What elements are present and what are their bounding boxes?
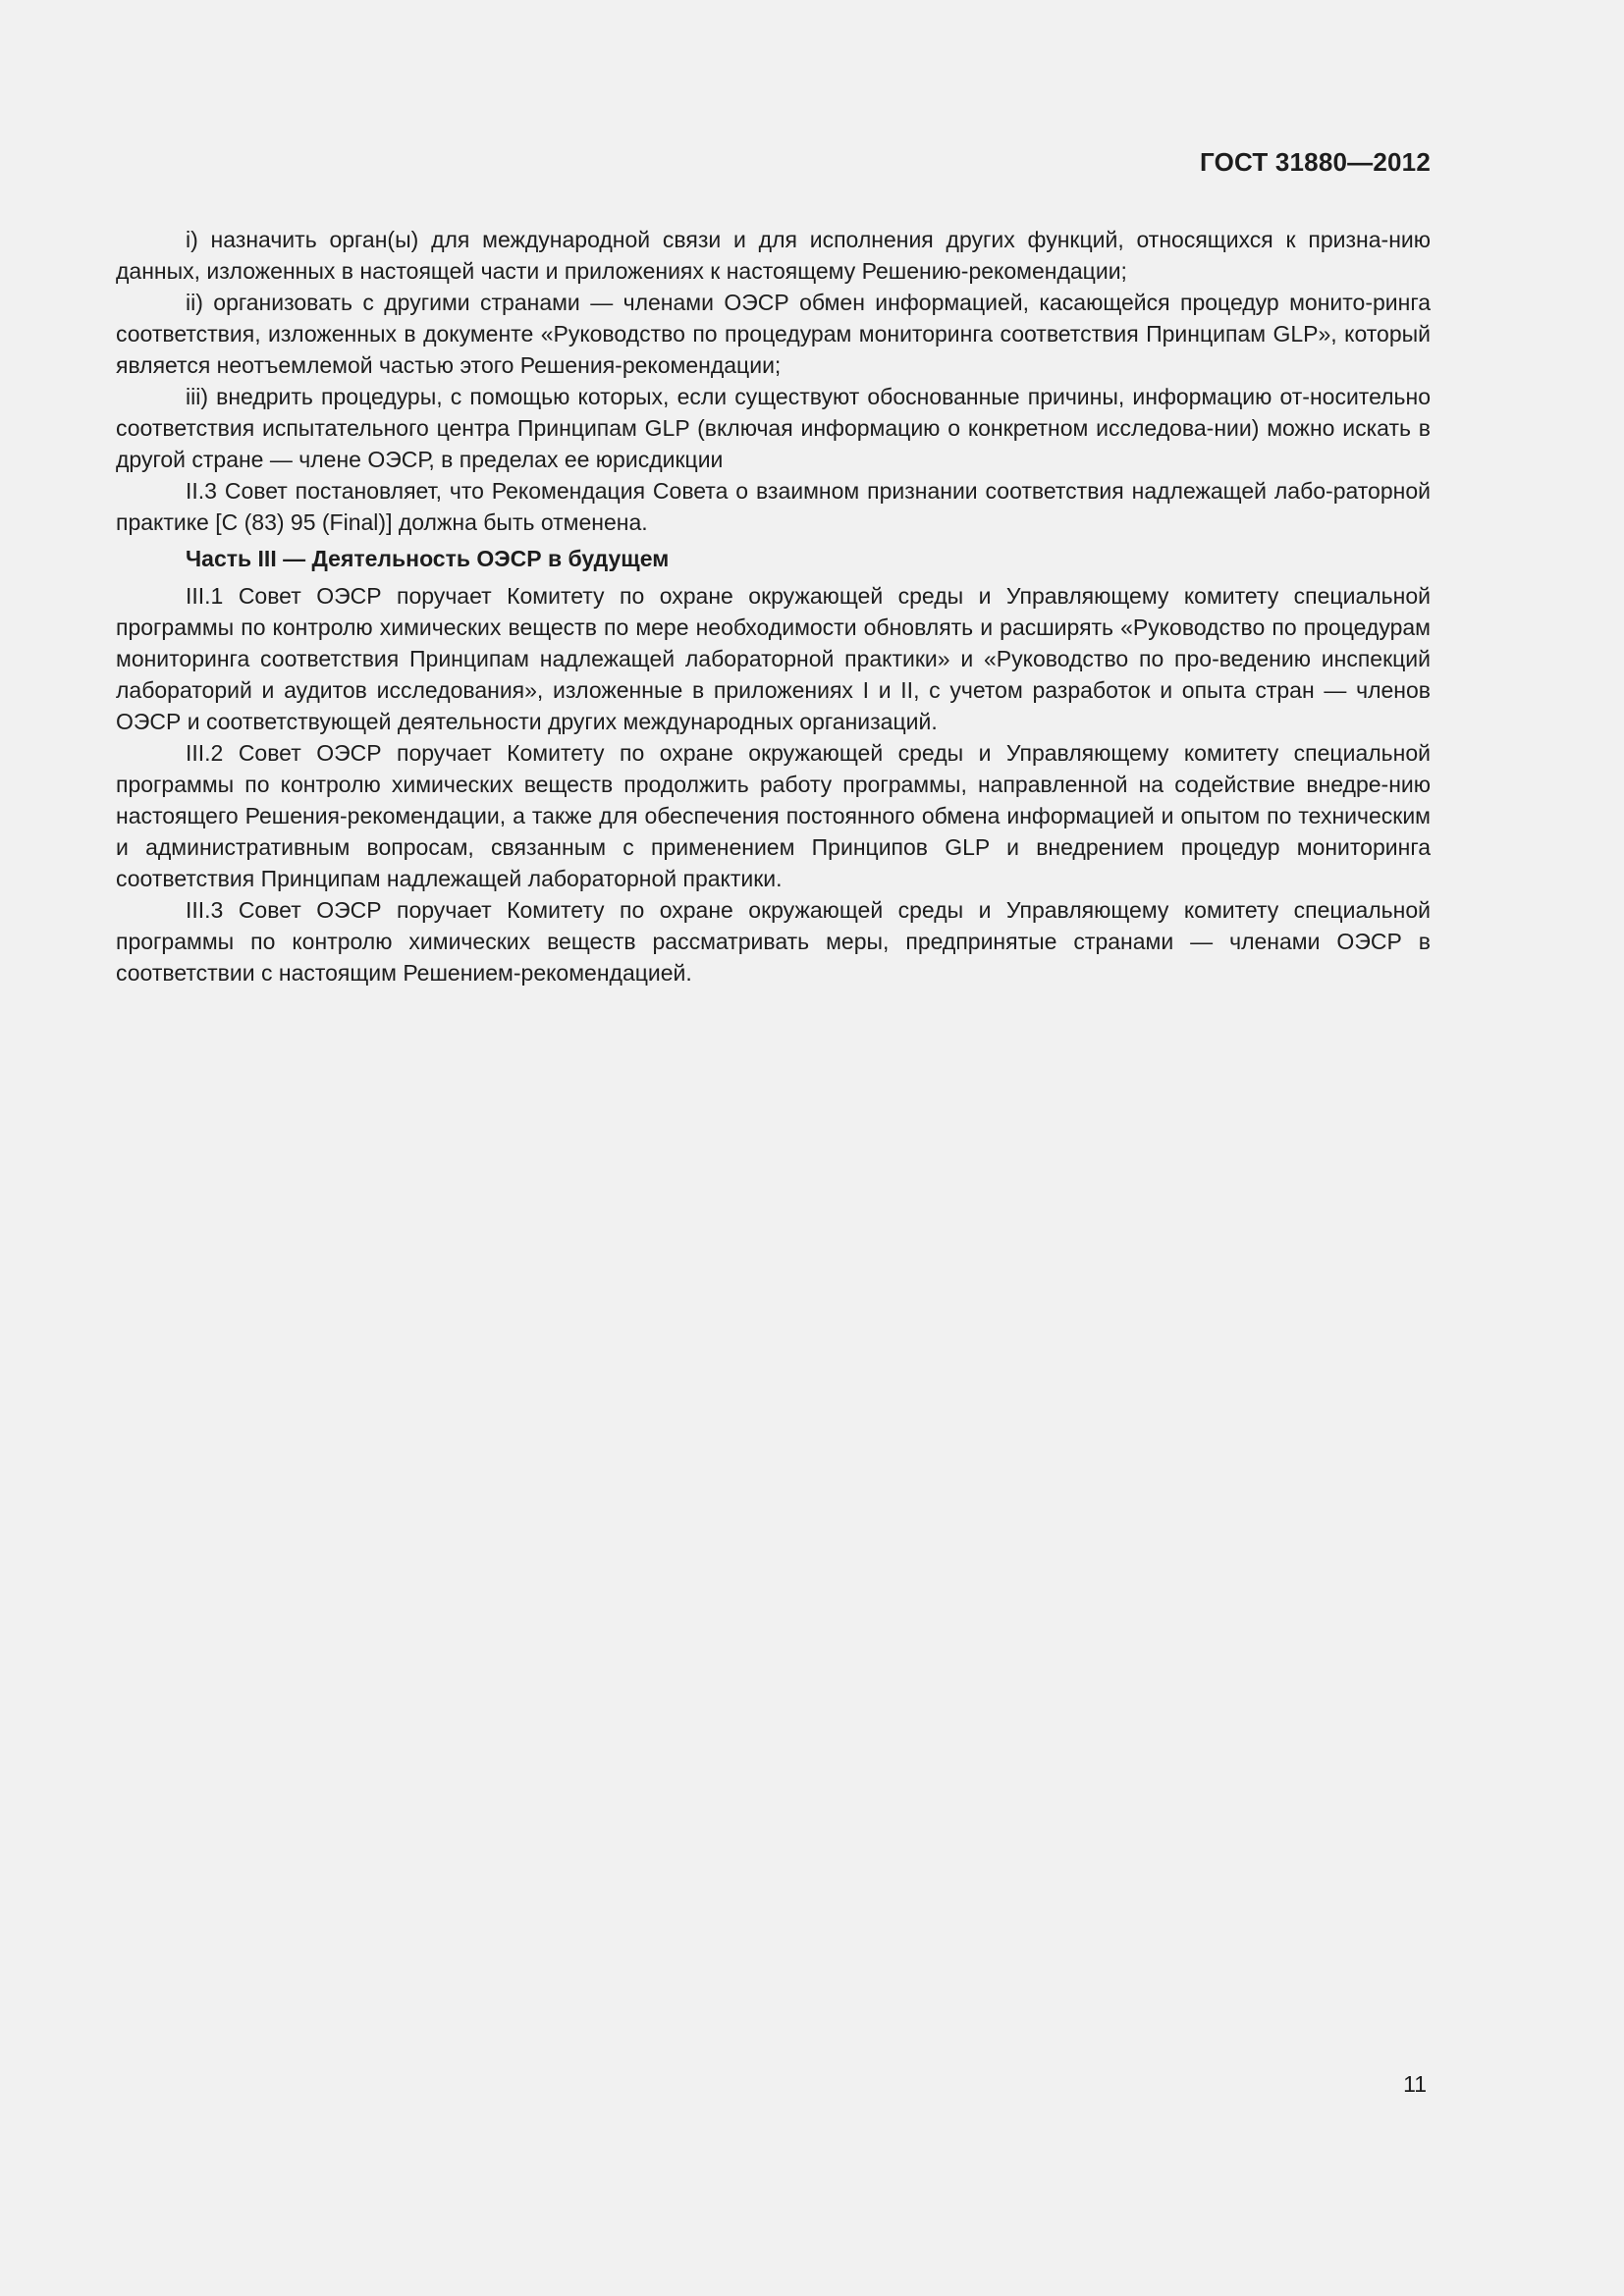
paragraph-item-iii: iii) внедрить процедуры, с помощью которых, если существуют обоснованные причины, информацию от-носительно соответствия испытательного центра Принципам GLP (включая информацию о конкретном исследова-нии) можно искать в другой стране — члене ОЭСР, в пределах ее юрисдикции	[116, 384, 1431, 472]
paragraph-iii-2: III.2 Совет ОЭСР поручает Комитету по охране окружающей среды и Управляющему комитету специальной программы по контролю химических веществ продолжить работу программы, направленной на содействие внедре-нию настоящего Решения-рекомендации, а также для обеспечения постоянного обмена информацией и опытом по техническим и административным вопросам, связанным с применением Принципов GLP и внедрением процедур мониторинга соответствия Принципам надлежащей лабораторной практики.	[116, 740, 1431, 891]
document-code: ГОСТ 31880—2012	[1200, 147, 1431, 177]
section-heading-part-iii: Часть III — Деятельность ОЭСР в будущем	[186, 546, 670, 571]
document-body	[116, 224, 1431, 988]
paragraph-item-ii: ii) организовать с другими странами — членами ОЭСР обмен информацией, касающейся процедур монито-ринга соответствия, изложенных в документе «Руководство по процедурам мониторинга соответствия Принципам GLP», который является неотъемлемой частью этого Решения-рекомендации;	[116, 290, 1431, 378]
page-number: 11	[1403, 2071, 1427, 2097]
paragraph-iii-1: III.1 Совет ОЭСР поручает Комитету по охране окружающей среды и Управляющему комитету специальной программы по контролю химических веществ по мере необходимости обновлять и расширять «Руководство по процедурам мониторинга соответствия Принципам надлежащей лабораторной практики» и «Руководство по про-ведению инспекций лабораторий и аудитов исследования», изложенные в приложениях I и II, с учетом разработок и опыта стран — членов ОЭСР и соответствующей деятельности других международных организаций.	[116, 583, 1431, 734]
paragraph-ii-3: II.3 Совет постановляет, что Рекомендация Совета о взаимном признании соответствия надлежащей лабо-раторной практике [С (83) 95 (Final)] должна быть отменена.	[116, 478, 1431, 535]
paragraph-iii-3: III.3 Совет ОЭСР поручает Комитету по охране окружающей среды и Управляющему комитету специальной программы по контролю химических веществ рассматривать меры, предпринятые странами — членами ОЭСР в соответствии с настоящим Решением-рекомендацией.	[116, 897, 1431, 986]
paragraph-item-i: i) назначить орган(ы) для международной связи и для исполнения других функций, относящихся к призна-нию данных, изложенных в настоящей части и приложениях к настоящему Решению-рекомендации;	[116, 227, 1431, 284]
